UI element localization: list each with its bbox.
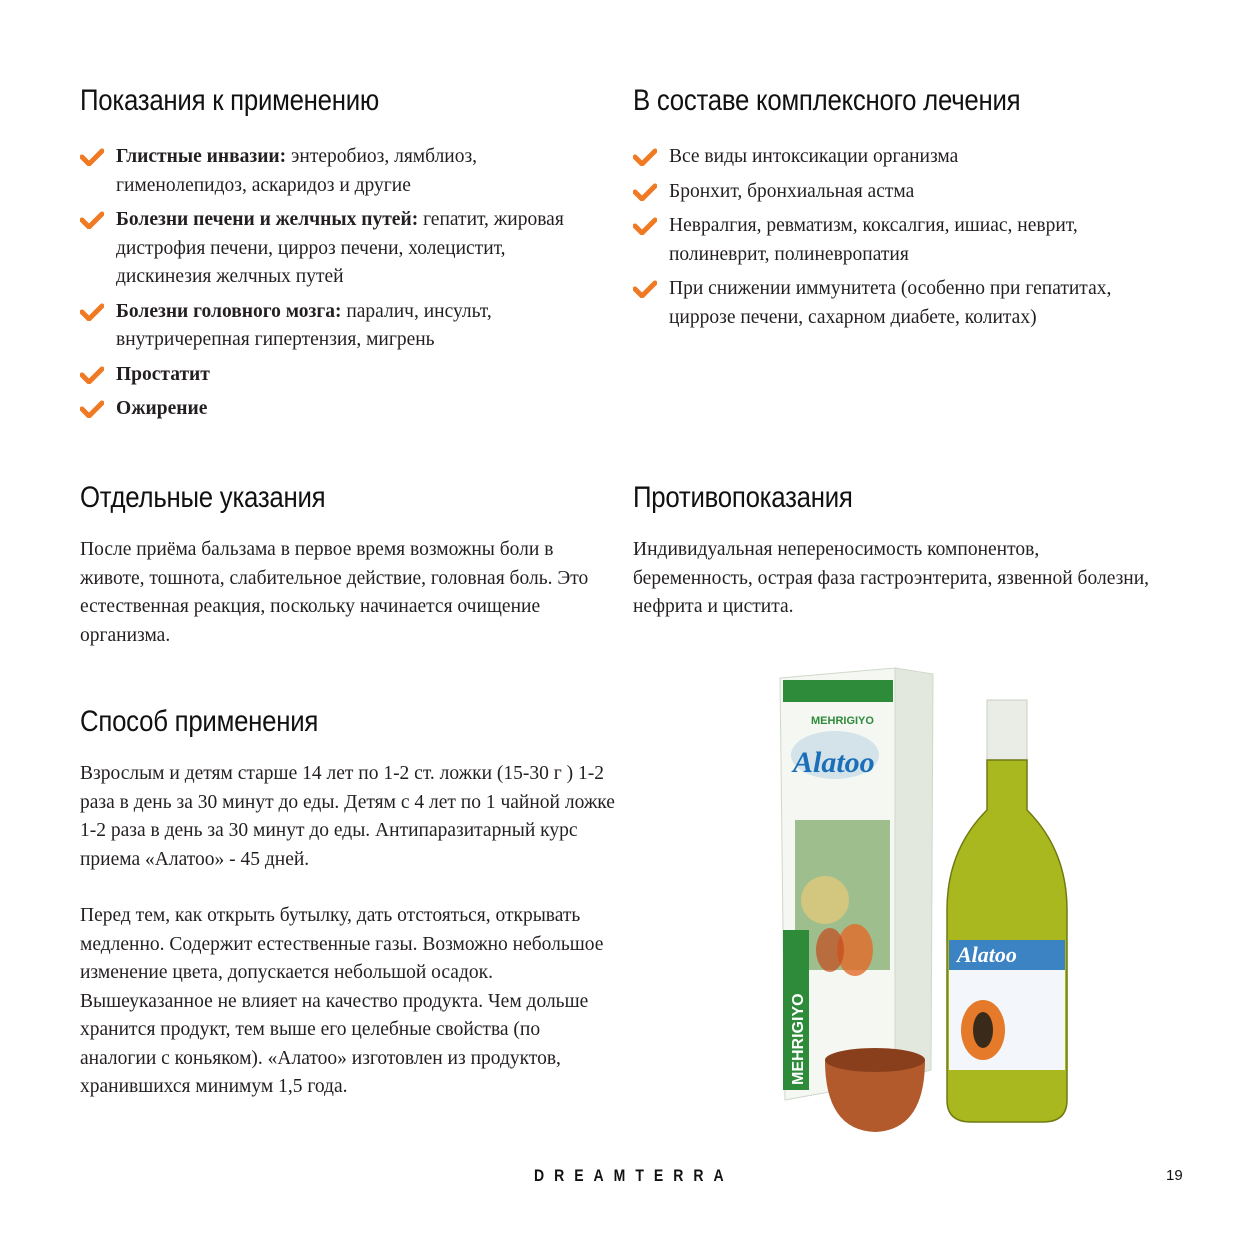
check-icon bbox=[80, 303, 104, 321]
check-icon bbox=[633, 148, 657, 166]
check-icon bbox=[80, 400, 104, 418]
list-item: Простатит bbox=[80, 361, 580, 390]
usage-title: Способ применения bbox=[80, 705, 319, 738]
usage-paragraph-2: Перед тем, как открыть бутылку, дать отстояться, открывать медленно. Содержит естественные газы. Возможно небольшое изменение цвета, допускается небольшой осадок. Вышеуказанное не влияет на качество продукта. Чем дольше хранится продукт, тем выше его целебные свойства (по аналогии с коньяком). «Алатоо» изготовлен из продуктов, хранившихся минимум 1,5 года. bbox=[80, 905, 604, 1097]
box-brand-side: MEHRIGIYO bbox=[790, 993, 807, 1085]
indications-title: Показания к применению bbox=[80, 84, 379, 117]
product-box bbox=[780, 668, 933, 1100]
product-image bbox=[725, 660, 1075, 1150]
list-item: Болезни головного мозга: паралич, инсульт, внутричерепная гипертензия, мигрень bbox=[80, 298, 580, 355]
product-bottle bbox=[947, 700, 1067, 1122]
bottle-product-name: Alatoo bbox=[957, 942, 1017, 967]
check-icon bbox=[80, 148, 104, 166]
usage-text bbox=[80, 760, 615, 1102]
contra-title: Противопоказания bbox=[633, 481, 853, 514]
special-text: После приёма бальзама в первое время возможны боли в животе, тошнота, слабительное действие, головная боль. Это естественная реакция, поскольку начинается очищение организма. bbox=[80, 539, 589, 646]
check-icon bbox=[80, 211, 104, 229]
complex-list bbox=[633, 143, 1153, 338]
list-item: Глистные инвазии: энтеробиоз, лямблиоз, гименолепидоз, аскаридоз и другие bbox=[80, 143, 580, 200]
special-title: Отдельные указания bbox=[80, 481, 326, 514]
check-icon bbox=[633, 280, 657, 298]
list-item: Болезни печени и желчных путей: гепатит, жировая дистрофия печени, цирроз печени, холецистит, дискинезия желчных путей bbox=[80, 206, 580, 292]
usage-paragraph-1: Взрослым и детям старше 14 лет по 1-2 ст. ложки (15-30 г ) 1-2 раза в день за 30 минут до еды. Детям с 4 лет по 1 чайной ложке 1-2 раза в день за 30 минут до еды. Антипаразитарный курс приема «Алатоо» - 45 дней. bbox=[80, 763, 615, 870]
list-item: При снижении иммунитета (особенно при гепатитах, циррозе печени, сахарном диабете, колитах) bbox=[633, 275, 1153, 332]
list-item: Все виды интоксикации организма bbox=[633, 143, 1153, 172]
indications-list bbox=[80, 143, 580, 430]
list-item: Бронхит, бронхиальная астма bbox=[633, 178, 1153, 207]
list-item: Ожирение bbox=[80, 395, 580, 424]
check-icon bbox=[633, 183, 657, 201]
check-icon bbox=[633, 217, 657, 235]
page-number: 19 bbox=[1166, 1167, 1183, 1184]
contra-text: Индивидуальная непереносимость компонентов, беременность, острая фаза гастроэнтерита, язвенной болезни, нефрита и цистита. bbox=[633, 539, 1150, 617]
complex-title: В составе комплексного лечения bbox=[633, 84, 1021, 117]
box-brand-top: MEHRIGIYO bbox=[811, 715, 874, 727]
check-icon bbox=[80, 366, 104, 384]
cup bbox=[825, 1048, 925, 1132]
box-product-name: Alatoo bbox=[793, 746, 875, 779]
footer-logo: DREAMTERRA bbox=[534, 1165, 734, 1185]
list-item: Невралгия, ревматизм, коксалгия, ишиас, неврит, полиневрит, полиневропатия bbox=[633, 212, 1153, 269]
